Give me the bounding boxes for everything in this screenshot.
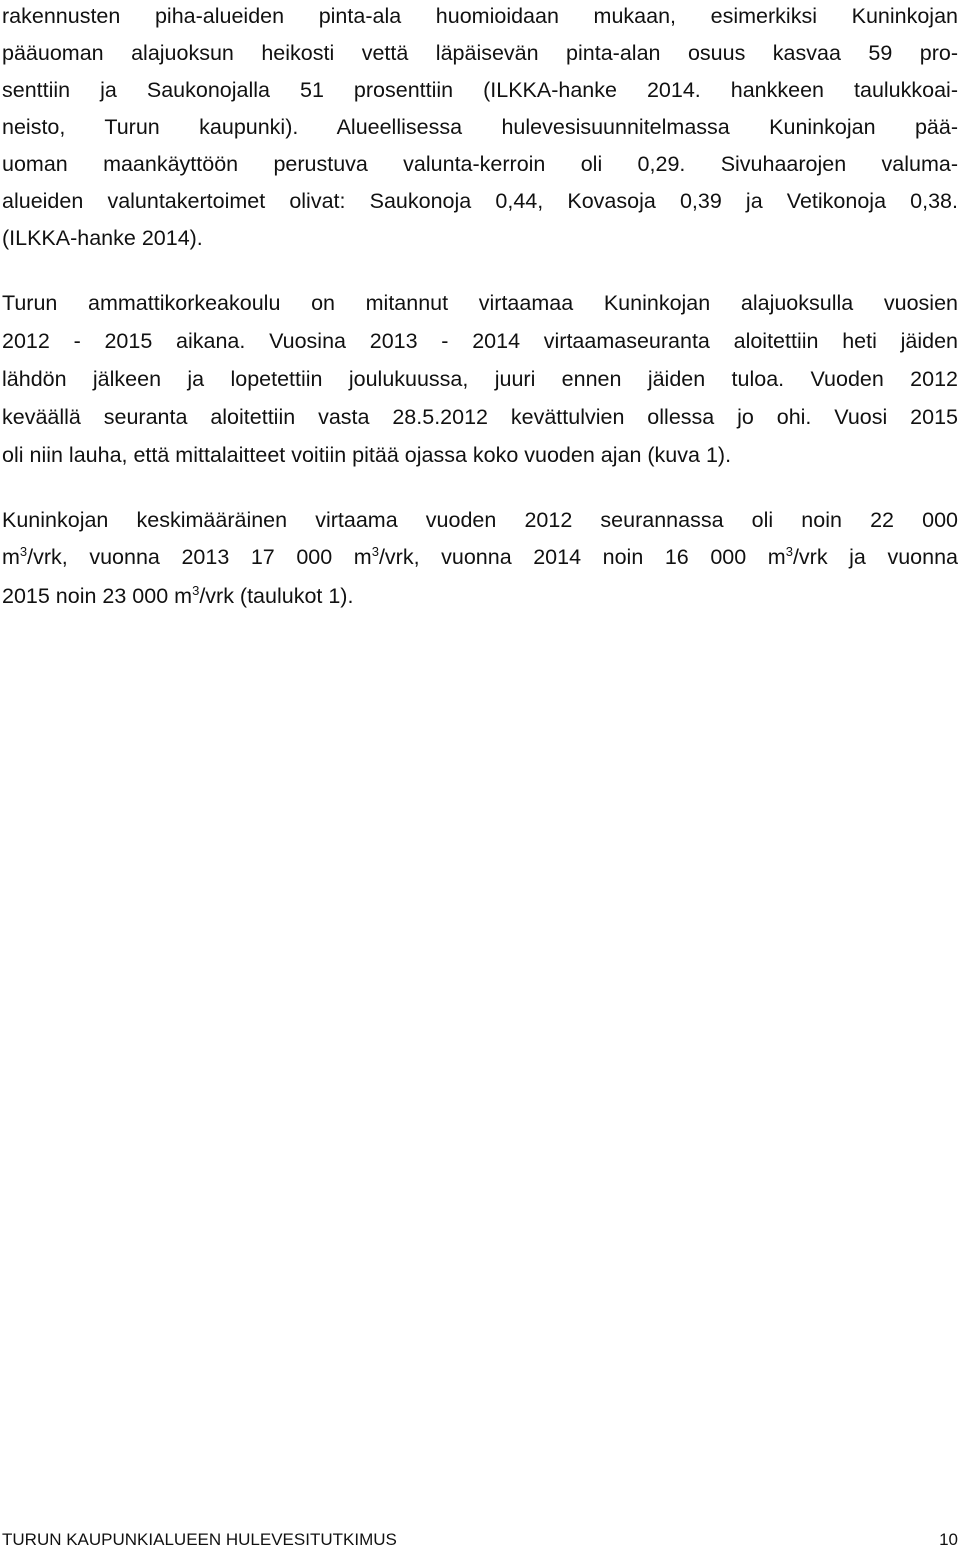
paragraph-1-line-4: neisto, Turun kaupunki). Alueellisessa hulevesisuunnitelmassa Kuninkojan pää-	[2, 115, 958, 139]
superscript: 3	[371, 544, 379, 559]
paragraph-3-line-3	[2, 582, 958, 610]
paragraph-3-line-2	[2, 543, 958, 571]
paragraph-3-line-1: Kuninkojan keskimääräinen virtaama vuoden 2012 seurannassa oli noin 22 000	[2, 508, 958, 532]
paragraph-2-line-4: keväällä seuranta aloitettiin vasta 28.5.2012 kevättulvien ollessa jo ohi. Vuosi 2015	[2, 405, 958, 429]
text-run: 2015 noin 23 000 m	[2, 584, 193, 608]
paragraph-1-line-2: pääuoman alajuoksun heikosti vettä läpäisevän pinta-alan osuus kasvaa 59 pro-	[2, 41, 958, 65]
paragraph-2-line-3: lähdön jälkeen ja lopetettiin joulukuussa, juuri ennen jäiden tuloa. Vuoden 2012	[2, 367, 958, 391]
superscript: 3	[192, 583, 200, 598]
superscript: 3	[19, 544, 28, 559]
paragraph-2-line-1: Turun ammattikorkeakoulu on mitannut virtaamaa Kuninkojan alajuoksulla vuosien	[2, 291, 958, 315]
paragraph-1-line-6: alueiden valuntakertoimet olivat: Saukonoja 0,44, Kovasoja 0,39 ja Vetikonoja 0,38.	[2, 189, 958, 213]
text-run: /vrk, vuonna 2014 noin 16 000 m	[378, 545, 786, 569]
paragraph-1-line-3: senttiin ja Saukonojalla 51 prosenttiin (ILKKA-hanke 2014. hankkeen taulukkoai-	[2, 78, 958, 102]
footer-title: TURUN KAUPUNKIALUEEN HULEVESITUTKIMUS	[2, 1530, 397, 1549]
text-run: /vrk ja vuonna	[792, 545, 958, 569]
paragraph-1-line-7: (ILKKA-hanke 2014).	[2, 226, 203, 250]
superscript: 3	[785, 544, 793, 559]
paragraph-1-line-5: uoman maankäyttöön perustuva valunta-kerroin oli 0,29. Sivuhaarojen valuma-	[2, 152, 958, 176]
text-run: m	[2, 545, 20, 569]
paragraph-1-line-1: rakennusten piha-alueiden pinta-ala huomioidaan mukaan, esimerkiksi Kuninkojan	[2, 4, 958, 28]
text-run: /vrk (taulukot 1).	[199, 584, 354, 608]
page-footer	[2, 1530, 958, 1556]
page-number: 10	[939, 1530, 958, 1549]
paragraph-2-line-5: oli niin lauha, että mittalaitteet voitiin pitää ojassa koko vuoden ajan (kuva 1).	[2, 443, 732, 467]
paragraph-2-line-2: 2012 - 2015 aikana. Vuosina 2013 - 2014 virtaamaseuranta aloitettiin heti jäiden	[2, 329, 958, 353]
text-run: /vrk, vuonna 2013 17 000 m	[27, 545, 372, 569]
